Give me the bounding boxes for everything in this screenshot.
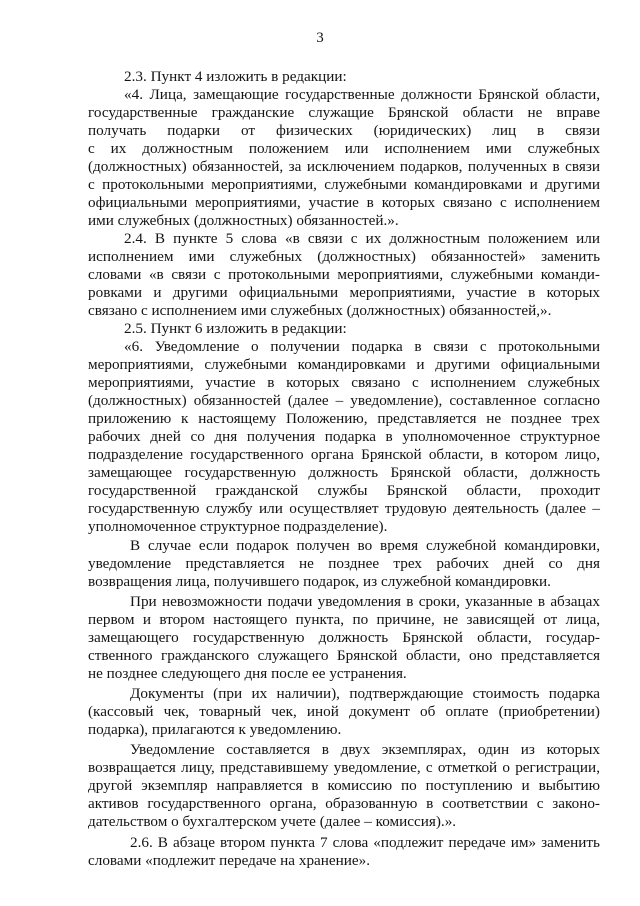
text-line: словами «в связи с протокольными мероприятиями, служебными команди- — [88, 266, 600, 283]
text-line: с протокольными мероприятиями, служебными командировками и другими — [88, 176, 600, 193]
text-line: возвращается лицу, представившему уведомление, с отметкой о регистрации, — [88, 759, 600, 776]
text-line: уведомление представляется не позднее трех рабочих дней со дня — [88, 555, 600, 572]
text-line: «6. Уведомление о получении подарка в связи с протокольными — [124, 338, 600, 355]
text-line: ственного гражданского служащего Брянской области, оно представляется — [88, 647, 600, 664]
text-line: официальными мероприятиями, участие в которых связано с исполнением — [88, 194, 600, 211]
text-line: государственную службу или осуществляет трудовую деятельность (далее – — [88, 500, 600, 517]
text-line: В случае если подарок получен во время служебной командировки, — [130, 537, 600, 554]
text-line: замещающего государственную должность Брянской области, государ- — [88, 629, 600, 646]
text-line: государственные гражданские служащие Брянской области не вправе — [88, 104, 600, 121]
text-line: с их должностным положением или исполнением ими служебных — [88, 140, 600, 157]
text-line: 2.3. Пункт 4 изложить в редакции: — [124, 68, 347, 85]
text-line: мероприятиями, участие в которых связано с исполнением служебных — [88, 374, 600, 391]
text-line: другой экземпляр направляется в комиссию по поступлению и выбытию — [88, 777, 600, 794]
text-line: подарка), прилагаются к уведомлению. — [88, 721, 342, 738]
text-line: рабочих дней со дня получения подарка в уполномоченное структурное — [88, 428, 600, 445]
text-line: «4. Лица, замещающие государственные должности Брянской области, — [124, 86, 600, 103]
text-line: первом и втором настоящего пункта, по причине, не зависящей от лица, — [88, 611, 600, 628]
text-line: государственной гражданской службы Брянской области, проходит — [88, 482, 600, 499]
text-line: уполномоченное структурное подразделение). — [88, 518, 388, 535]
text-line: (должностных) обязанностей, за исключением подарков, полученных в связи — [88, 158, 600, 175]
text-line: возвращения лица, получившего подарок, из служебной командировки. — [88, 573, 551, 590]
text-line: (кассовый чек, товарный чек, иной документ об оплате (приобретении) — [88, 703, 600, 720]
text-line: ими служебных (должностных) обязанностей.». — [88, 212, 399, 229]
text-line: не позднее следующего дня после ее устранения. — [88, 665, 407, 682]
text-line: активов государственного органа, образованную в соответствии с законо- — [88, 795, 600, 812]
text-line: мероприятиями, служебными командировками и другими официальными — [88, 356, 600, 373]
text-line: приложению к настоящему Положению, представляется не позднее трех — [88, 410, 600, 427]
text-line: Уведомление составляется в двух экземплярах, один из которых — [130, 741, 600, 758]
text-line: 2.6. В абзаце втором пункта 7 слова «подлежит передаче им» заменить — [130, 834, 600, 851]
text-line: ровками и другими официальными мероприятиями, участие в которых — [88, 284, 600, 301]
text-line: получать подарки от физических (юридических) лиц в связи — [88, 122, 600, 139]
text-line: связано с исполнением ими служебных (должностных) обязанностей,». — [88, 302, 552, 319]
page-number: 3 — [316, 30, 324, 46]
text-line: (должностных) обязанностей (далее – уведомление), составленное согласно — [88, 392, 600, 409]
text-line: 2.4. В пункте 5 слова «в связи с их должностным положением или — [124, 230, 600, 247]
text-line: подразделение государственного органа Брянской области, в котором лицо, — [88, 446, 600, 463]
text-line: Документы (при их наличии), подтверждающие стоимость подарка — [130, 685, 600, 702]
text-line: замещающее государственную должность Брянской области, должность — [88, 464, 600, 481]
text-line: исполнением ими служебных (должностных) обязанностей» заменить — [88, 248, 600, 265]
text-line: 2.5. Пункт 6 изложить в редакции: — [124, 320, 347, 337]
text-line: словами «подлежит передаче на хранение». — [88, 852, 371, 869]
text-line: дательством о бухгалтерском учете (далее – комиссия).». — [88, 813, 457, 830]
text-line: При невозможности подачи уведомления в сроки, указанные в абзацах — [130, 593, 600, 610]
